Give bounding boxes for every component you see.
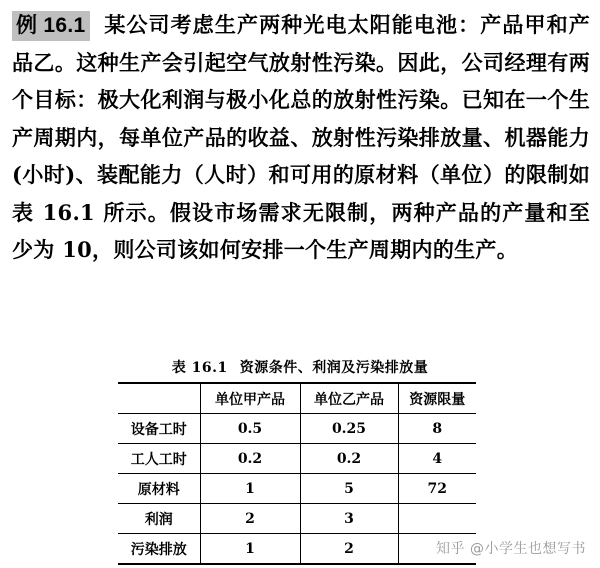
row-label: 原材料 xyxy=(118,474,200,504)
table-cell xyxy=(398,504,476,534)
table-cell: 3 xyxy=(300,504,398,534)
table-cell: 5 xyxy=(300,474,398,504)
table-cell: 0.2 xyxy=(200,444,300,474)
table-cell: 4 xyxy=(398,444,476,474)
table-caption-title: 资源条件、利润及污染排放量 xyxy=(239,360,429,376)
table-row xyxy=(118,444,476,474)
resource-table xyxy=(118,382,476,565)
header-cell-product-b: 单位乙产品 xyxy=(300,383,398,414)
table-cell: 8 xyxy=(398,414,476,444)
example-label: 例 16.1 xyxy=(12,11,90,41)
row-label: 工人工时 xyxy=(118,444,200,474)
table-row xyxy=(118,414,476,444)
table-cell: 0.5 xyxy=(200,414,300,444)
table-cell: 0.2 xyxy=(300,444,398,474)
table-cell: 2 xyxy=(200,504,300,534)
row-label: 污染排放 xyxy=(118,534,200,565)
table-cell: 1 xyxy=(200,534,300,565)
row-label: 设备工时 xyxy=(130,421,187,438)
header-cell-resource-limit: 资源限量 xyxy=(398,383,476,414)
table-cell: 72 xyxy=(398,474,476,504)
table-cell: 1 xyxy=(200,474,300,504)
example-text: 某公司考虑生产两种光电太阳能电池：产品甲和产品乙。这种生产会引起空气放射性污染。因此，公司经理有两个目标：极大化利润与极小化总的放射性污染。已知在一个生产周期内，每单位产品的收益、放射性污染排放量、机器能力(小时)、装配能力（人时）和可用的原材料（单位）的限制如表 16.1 所示。假设市场需求无限制，两种产品的产量和至少为 10，则公司该如何安排一个生产周期内的生产。 xyxy=(12,12,590,262)
table-cell: 0.25 xyxy=(300,414,398,444)
row-label: 利润 xyxy=(118,504,200,534)
header-cell-corner xyxy=(118,383,200,414)
table-row xyxy=(118,504,476,534)
table-caption-number: 表 16.1 xyxy=(171,360,228,376)
table-row xyxy=(118,474,476,504)
watermark: 知乎 @小学生也想写书 xyxy=(436,541,586,557)
table-caption xyxy=(0,357,600,377)
table-cell: 2 xyxy=(300,534,398,565)
table-row xyxy=(118,534,476,565)
example-paragraph xyxy=(12,6,590,269)
table-header-row xyxy=(118,383,476,414)
header-cell-product-a: 单位甲产品 xyxy=(200,383,300,414)
